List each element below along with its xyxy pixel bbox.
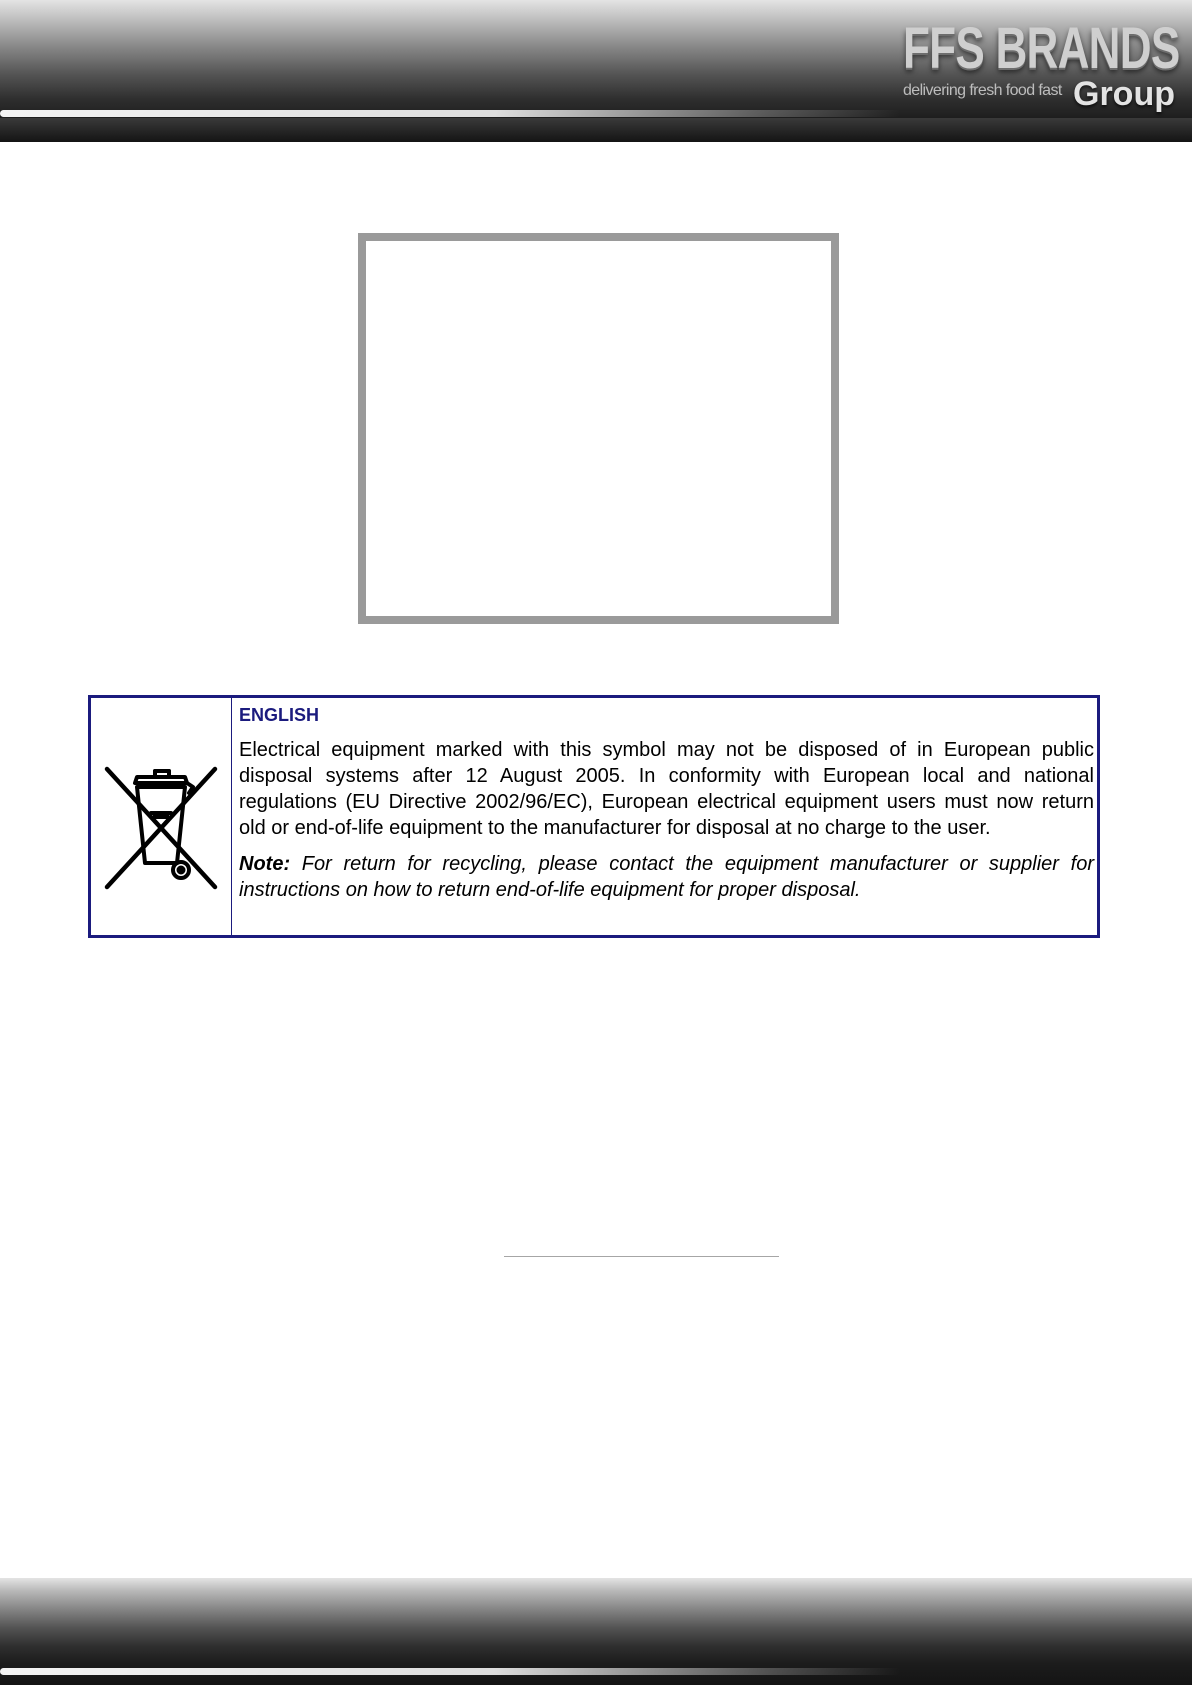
page-footer	[0, 1578, 1192, 1685]
page-header	[0, 0, 1192, 142]
header-bottom-band	[0, 118, 1192, 142]
notice-language-heading: ENGLISH	[239, 705, 320, 725]
brand-logo-group: Group	[1073, 75, 1175, 113]
header-highlight-streak	[0, 110, 900, 117]
footer-highlight-streak	[0, 1668, 900, 1675]
brand-logo-tagline: delivering fresh food fast	[903, 82, 1062, 99]
product-image-placeholder	[358, 233, 839, 624]
signature-line	[504, 1256, 779, 1257]
notice-note-label: Note:	[239, 853, 291, 875]
weee-notice-box	[88, 695, 1100, 938]
brand-logo	[895, 18, 1180, 118]
brand-logo-wordmark: FFS BRANDS	[903, 16, 1180, 81]
notice-note	[239, 851, 1094, 903]
notice-note-text: For return for recycling, please contact the equipment manufacturer or supplier for instructions on how to return end-of-life equipment for proper disposal.	[239, 853, 1094, 901]
notice-body-text: Electrical equipment marked with this symbol may not be disposed of in European public disposal systems after 12 August 2005. In conformity with European local and national regulations (EU Directive 2002/96/EC), European electrical equipment users must now return old or end-of-life equipment to the manufacturer for disposal at no charge to the user.	[239, 739, 1094, 839]
crossed-out-wheelie-bin-icon	[101, 763, 221, 893]
weee-text-cell	[234, 698, 1097, 903]
weee-icon-cell	[91, 698, 232, 935]
